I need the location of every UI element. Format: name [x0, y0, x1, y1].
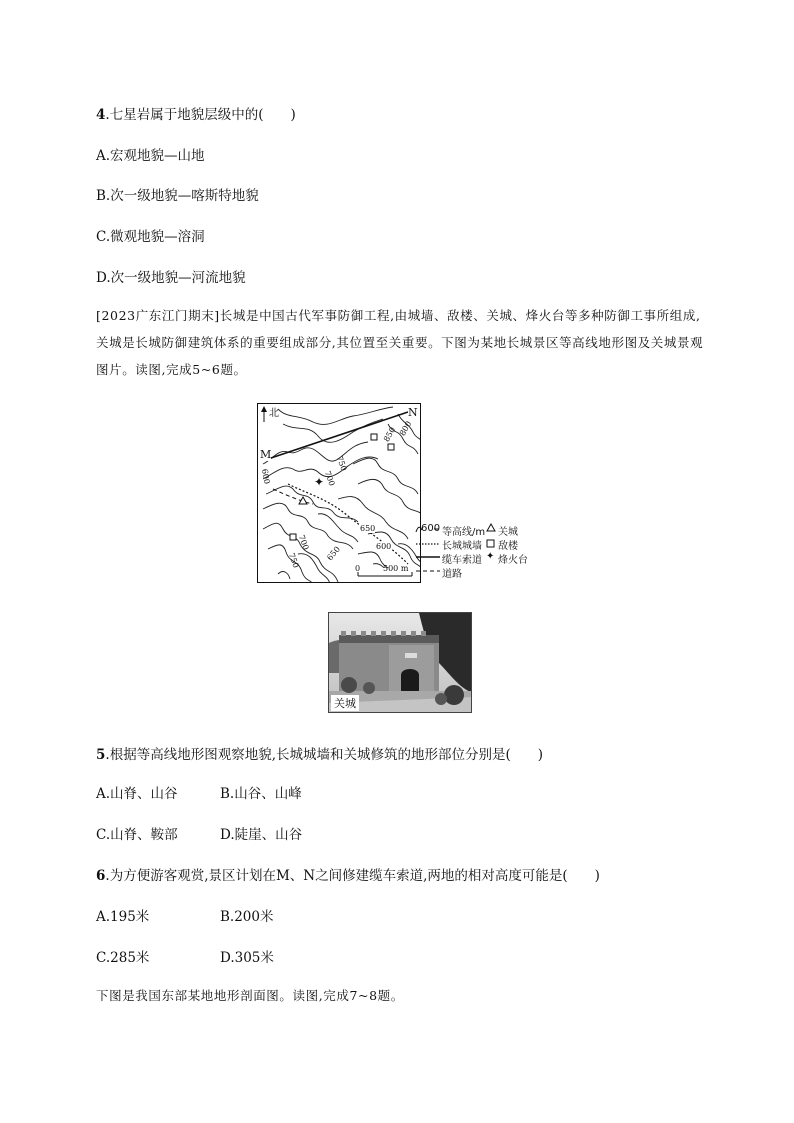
option-d: D.陡崖、山谷	[220, 827, 303, 843]
option-c: C.山脊、鞍部	[96, 827, 178, 843]
point-m: M	[260, 448, 272, 461]
legend-tower: 敌楼	[498, 541, 518, 552]
scale-zero: 0	[355, 564, 361, 573]
contour-label: 800	[397, 419, 414, 438]
scale-distance: 500 m	[383, 564, 409, 573]
question-4	[96, 103, 296, 123]
point-n: N	[408, 406, 418, 419]
option-b: B.200米	[220, 909, 274, 925]
contour-label: 600	[259, 468, 272, 485]
passage-intro: [2023广东江门期末]长城是中国古代军事防御工程,由城墙、敌楼、关城、烽火台等多种防御工事所组成,关城是长城防御建筑体系的重要组成部分,其位置至关重要。下图为某地长城景区等高线地形图及关城景观图片。读图,完成5~6题。	[96, 308, 704, 377]
question-5	[96, 743, 543, 763]
legend-contour-value: 600	[421, 523, 441, 534]
contour-label: 750	[334, 454, 349, 473]
question-6	[96, 864, 600, 884]
contour-map	[257, 403, 421, 583]
option-a: A.195米	[96, 909, 150, 925]
contour-label: 850	[381, 425, 398, 444]
legend-beacon: 烽火台	[498, 555, 528, 566]
legend-beacon-icon: ✦	[486, 551, 495, 562]
option-d: D.305米	[220, 950, 274, 966]
option-c: C.微观地貌—溶洞	[96, 229, 205, 245]
legend-contour: 等高线/m	[442, 527, 486, 538]
option-b: B.次一级地貌—喀斯特地貌	[96, 188, 259, 204]
option-a: A.山脊、山谷	[96, 786, 178, 802]
contour-label: 700	[296, 533, 311, 552]
question-number: 5	[96, 747, 106, 763]
svg-text:✦: ✦	[314, 475, 325, 489]
question-text: .为方便游客观赏,景区计划在M、N之间修建缆车索道,两地的相对高度可能是( )	[105, 868, 600, 884]
north-label: 北	[269, 408, 279, 419]
map-legend	[414, 520, 554, 580]
contour-label: 750	[286, 551, 301, 570]
legend-wall: 长城城墙	[442, 541, 482, 552]
option-b: B.山谷、山峰	[220, 786, 302, 802]
contour-label: 650	[325, 544, 342, 563]
question-number: 6	[96, 868, 106, 884]
question-number: 4	[96, 107, 106, 123]
passage-intro-2: 下图是我国东部某地地形剖面图。读图,完成7~8题。	[96, 988, 404, 1003]
photo-caption: 关城	[331, 695, 359, 711]
legend-cable: 缆车索道	[442, 555, 482, 566]
question-text: .七星岩属于地貌层级中的( )	[105, 107, 296, 123]
legend-road: 道路	[442, 569, 462, 580]
contour-label: 600	[376, 542, 392, 551]
option-a: A.宏观地貌—山地	[96, 148, 205, 164]
legend-pass: 关城	[498, 527, 518, 538]
contour-label: 700	[322, 469, 337, 488]
option-d: D.次一级地貌—河流地貌	[96, 270, 246, 286]
option-c: C.285米	[96, 950, 150, 966]
question-text: .根据等高线地形图观察地貌,长城城墙和关城修筑的地形部位分别是( )	[105, 747, 544, 763]
pass-photo	[328, 612, 472, 713]
contour-label: 650	[360, 524, 376, 533]
